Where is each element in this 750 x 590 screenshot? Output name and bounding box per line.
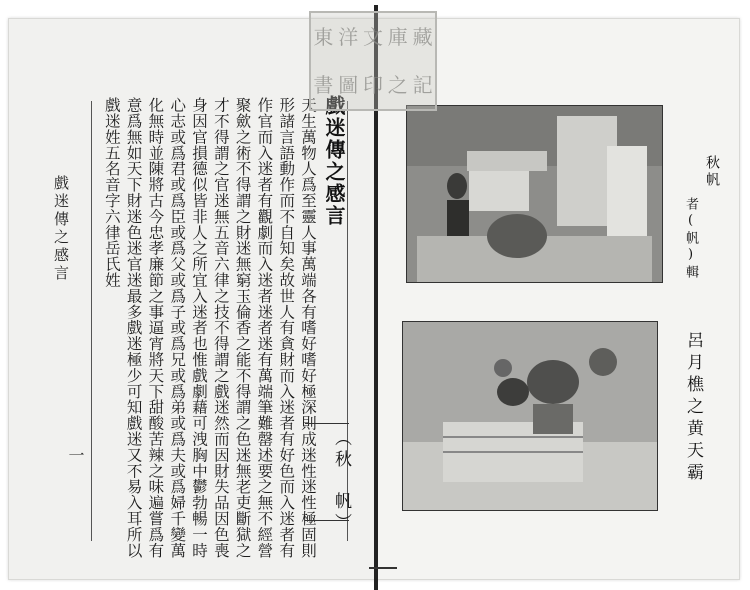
seal-char: 藏: [412, 25, 433, 49]
stage-photo: [402, 321, 658, 511]
seal-char: 庫: [387, 25, 408, 49]
article-body: 天生萬物人爲至靈人事萬端各有嗜好嗜好極深則成迷性迷性極固則形諸言語動作而不自知矣故世人有貪財而入迷者有好色而入迷者有作官而入迷者有觀劇而入迷者迷者迷有萬端筆難罄述要之無不經營聚歛之術不得謂之財迷無窮玉倫香之能不得謂之色迷無老吏斷獄之才不得謂之官迷無五音六律之技不得謂之戲迷然而因財失品因色喪身因官損德似皆非人之所宜入迷者也惟戲劇藉可洩胸中鬱勃暢一時心志或爲君或爲臣或爲父或爲子或爲兄或爲弟或爲夫或爲婦千變萬化無時並陳將古今忠孝廉節之事逼宵將天下甜酸苦辣之味遍嘗爲有意爲無如天下財迷色迷官迷最多戲迷極少可知戲迷又不易入耳所以戲迷姓五名音字六律岳氏姓: [102, 97, 317, 559]
portrait-photo: [406, 105, 663, 283]
library-seal-stamp: [309, 11, 437, 111]
seal-char: 印: [362, 73, 383, 97]
photo1-caption-main: 秋帆: [704, 155, 720, 189]
seal-char: 之: [387, 73, 408, 97]
page-number: 一: [66, 447, 85, 463]
photo1-caption-sub: 者(帆)輯: [683, 197, 698, 281]
seal-char: 文: [362, 25, 383, 49]
article-author: （秋 帆）: [331, 429, 351, 534]
book-spread: [8, 18, 740, 580]
seal-char: 東: [313, 25, 334, 49]
running-head: 戲迷傳之感言: [52, 175, 70, 283]
seal-char: 洋: [338, 25, 359, 49]
seal-char: 書: [313, 73, 334, 97]
gutter-mark: [369, 567, 397, 569]
seal-char: 記: [412, 73, 433, 97]
photo2-caption: 呂月樵之黄天霸: [683, 331, 703, 485]
seal-char: 圖: [338, 73, 359, 97]
article-title: 戲迷傳之感言: [322, 95, 346, 227]
